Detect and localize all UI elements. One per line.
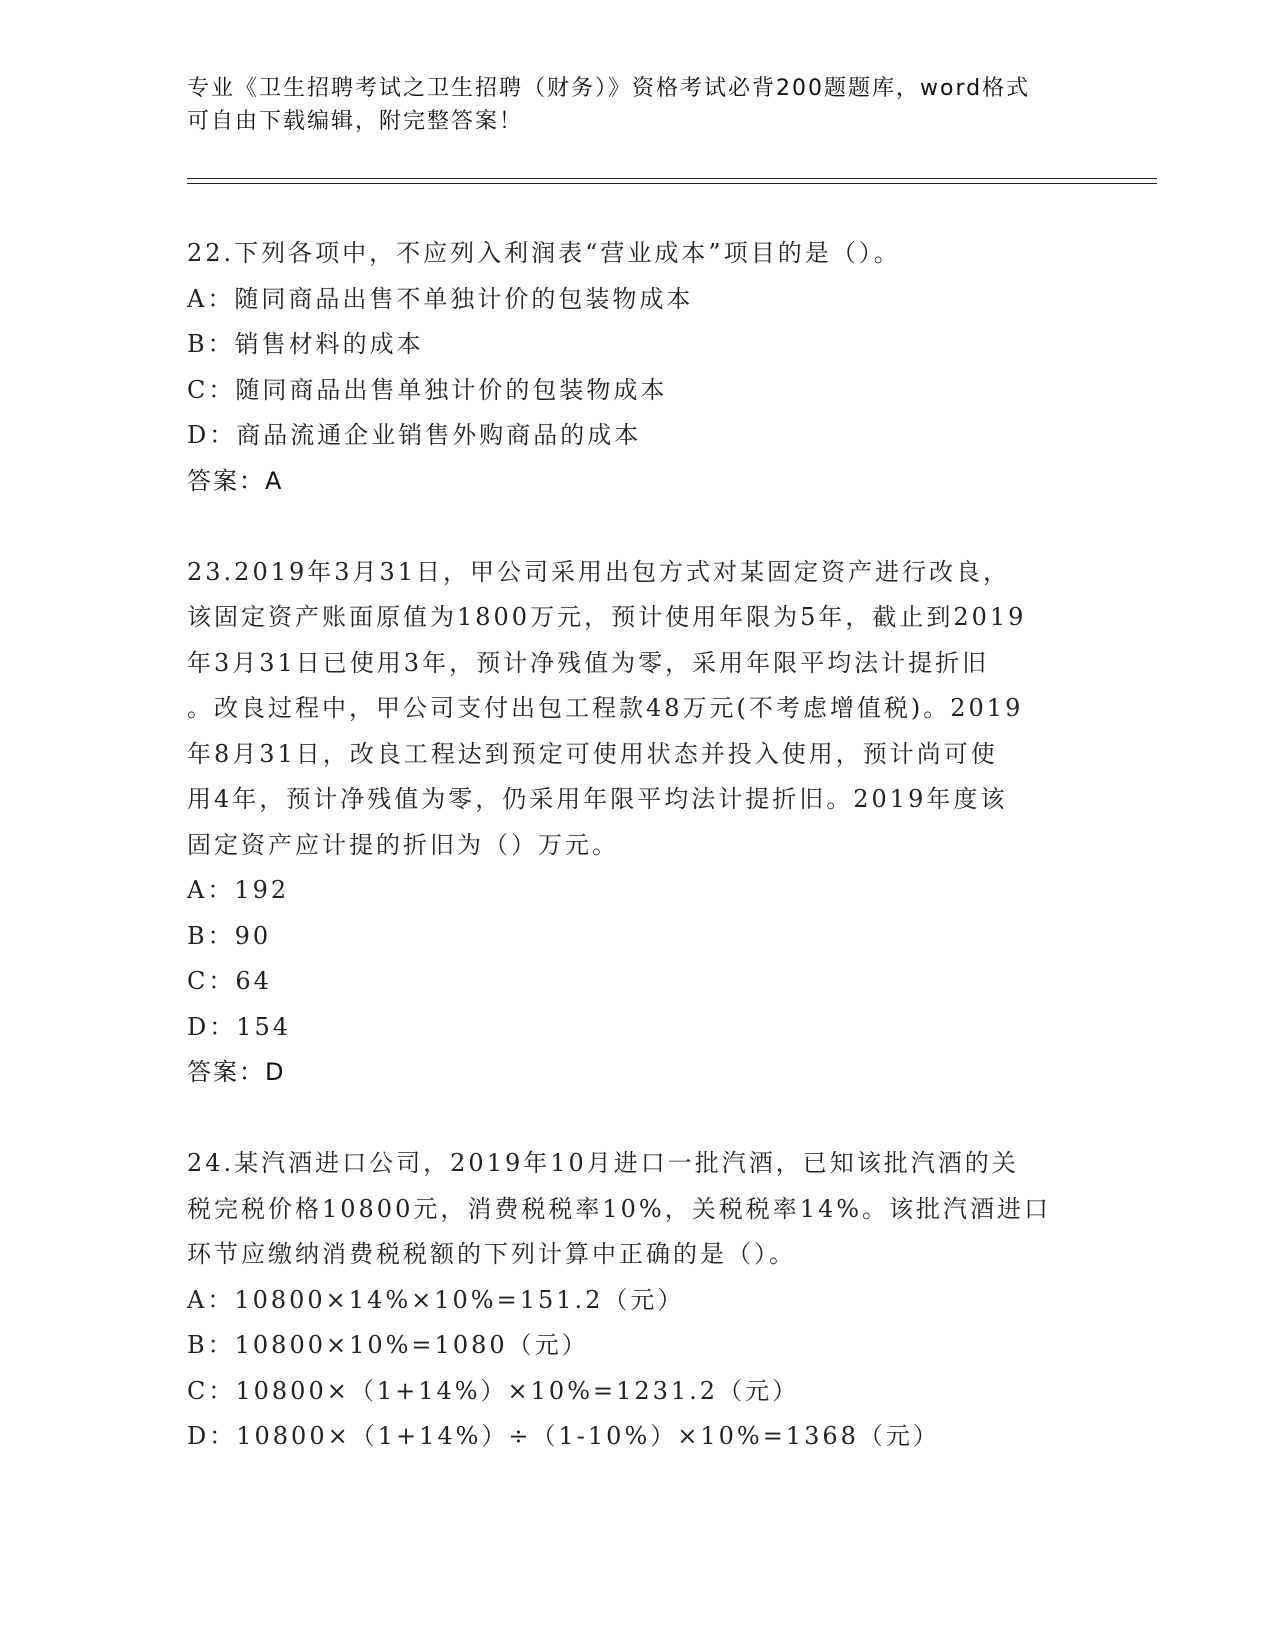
question-text-line: 24.某汽酒进口公司，2019年10月进口一批汽酒，已知该批汽酒的关 bbox=[187, 1149, 1019, 1177]
header-divider-bottom bbox=[187, 183, 1157, 184]
question-text-line: 。改良过程中，甲公司支付出包工程款48万元(不考虑增值税)。2019 bbox=[187, 694, 1024, 722]
option-d: D：154 bbox=[187, 1012, 292, 1041]
option-d: D：商品流通企业销售外购商品的成本 bbox=[187, 421, 642, 449]
header-line-2: 可自由下载编辑，附完整答案！ bbox=[187, 109, 524, 134]
answer-line: 答案：A bbox=[187, 466, 284, 495]
option-b: B：10800×10%=1080（元） bbox=[187, 1331, 589, 1359]
question-text-line: 23.2019年3月31日，甲公司采用出包方式对某固定资产进行改良， bbox=[187, 557, 1011, 586]
question-text-line: 固定资产应计提的折旧为（）万元。 bbox=[187, 830, 619, 859]
header-line-1: 专业《卫生招聘考试之卫生招聘（财务）》资格考试必背200题题库，word格式 bbox=[187, 76, 1031, 101]
question-text-line: 年8月31日，改良工程达到预定可使用状态并投入使用，预计尚可使 bbox=[187, 739, 998, 768]
question-text-line: 用4年，预计净残值为零，仍采用年限平均法计提折旧。2019年度该 bbox=[187, 785, 1008, 813]
option-d: D：10800×（1+14%）÷（1-10%）×10%=1368（元） bbox=[187, 1422, 940, 1450]
answer-line: 答案：D bbox=[187, 1058, 286, 1086]
question-text-line: 税完税价格10800元，消费税税率10%，关税税率14%。该批汽酒进口 bbox=[187, 1194, 1052, 1223]
document-header bbox=[187, 72, 1067, 138]
question-text-line: 环节应缴纳消费税税额的下列计算中正确的是（）。 bbox=[187, 1240, 796, 1268]
option-c: C：64 bbox=[187, 967, 272, 995]
question-23 bbox=[187, 550, 1087, 1096]
question-spacer bbox=[187, 504, 1087, 550]
question-spacer bbox=[187, 1096, 1087, 1142]
question-text-line: 22.下列各项中，不应列入利润表“营业成本”项目的是（）。 bbox=[187, 239, 901, 267]
question-text-line: 年3月31日已使用3年，预计净残值为零，采用年限平均法计提折旧 bbox=[187, 648, 990, 677]
question-22 bbox=[187, 231, 1087, 504]
question-list bbox=[187, 231, 1087, 1460]
option-a: A：192 bbox=[187, 876, 290, 904]
option-b: B：90 bbox=[187, 921, 272, 950]
option-c: C：随同商品出售单独计价的包装物成本 bbox=[187, 375, 668, 404]
option-b: B：销售材料的成本 bbox=[187, 330, 424, 358]
option-c: C：10800×（1+14%）×10%=1231.2（元） bbox=[187, 1376, 800, 1405]
option-a: A：随同商品出售不单独计价的包装物成本 bbox=[187, 284, 694, 313]
option-a: A：10800×14%×10%=151.2（元） bbox=[187, 1285, 685, 1314]
question-24 bbox=[187, 1141, 1087, 1460]
header-divider-top bbox=[187, 178, 1157, 179]
question-text-line: 该固定资产账面原值为1800万元，预计使用年限为5年，截止到2019 bbox=[187, 603, 1027, 631]
